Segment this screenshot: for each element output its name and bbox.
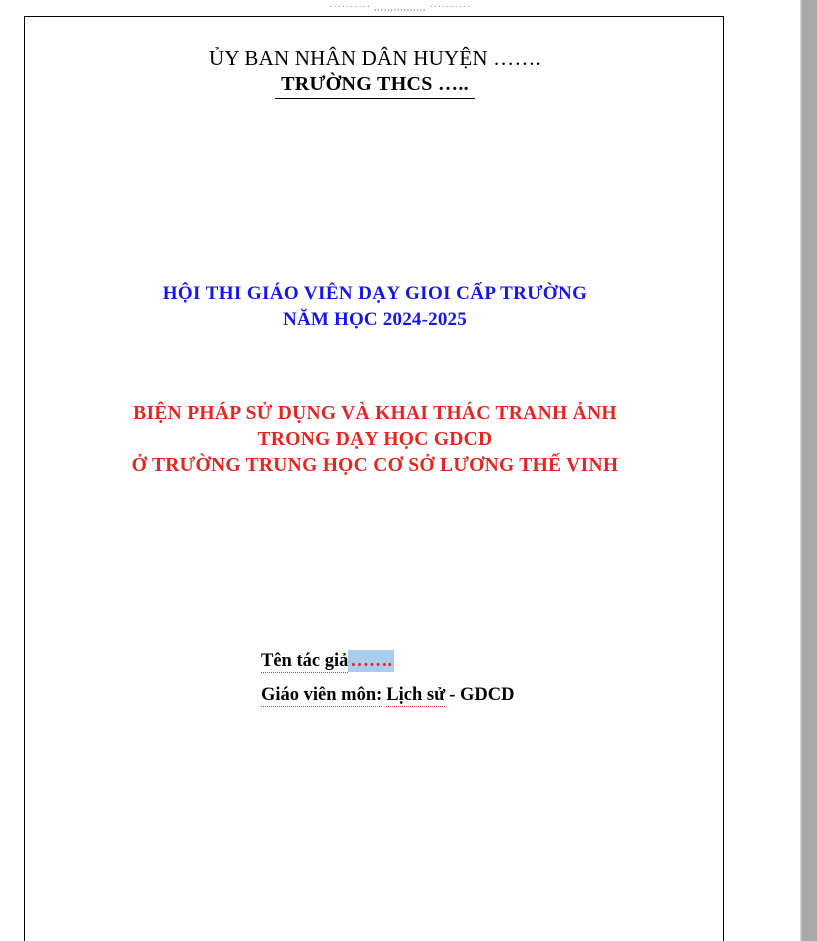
author-subject-value-2: GDCD [459, 685, 515, 705]
contest-title-line-1: HỘI THI GIÁO VIÊN DẠY GIOI CẤP TRƯỜNG [162, 283, 588, 304]
page-header [39, 45, 711, 99]
author-info-block [39, 647, 711, 709]
contest-title-line-2: NĂM HỌC 2024-2025 [283, 309, 467, 330]
header-school-underline [275, 72, 475, 99]
topic-title-line-1: BIỆN PHÁP SỬ DỤNG VÀ KHAI THÁC TRANH ẢNH [133, 403, 617, 424]
header-authority-line: ỦY BAN NHÂN DÂN HUYỆN ……. [208, 46, 542, 70]
page-content-area [39, 17, 711, 941]
document-page [24, 16, 724, 941]
vertical-scrollbar-thumb[interactable] [801, 0, 817, 941]
author-name-value-selected[interactable]: ……. [350, 651, 392, 671]
header-school-line: TRƯỜNG THCS ….. [281, 73, 469, 95]
author-name-label: Tên tác giả [261, 651, 349, 671]
author-subject-label: Giáo viên môn: [261, 685, 383, 705]
topic-title-block [39, 401, 711, 479]
vertical-scrollbar-track[interactable] [800, 0, 818, 941]
author-subject-value-1: Lịch sử [386, 685, 446, 705]
author-name-row [261, 647, 711, 675]
author-subject-row [261, 681, 711, 709]
topic-title-line-2: TRONG DẠY HỌC GDCD [257, 429, 493, 450]
previous-line-fragment: ·········· ,,,,,,,,,,,,,,,, ·········· [329, 1, 471, 13]
contest-title-block [39, 281, 711, 333]
author-subject-separator: - [449, 685, 456, 705]
topic-title-line-3: Ở TRƯỜNG TRUNG HỌC CƠ SỞ LƯƠNG THẾ VINH [131, 455, 619, 476]
